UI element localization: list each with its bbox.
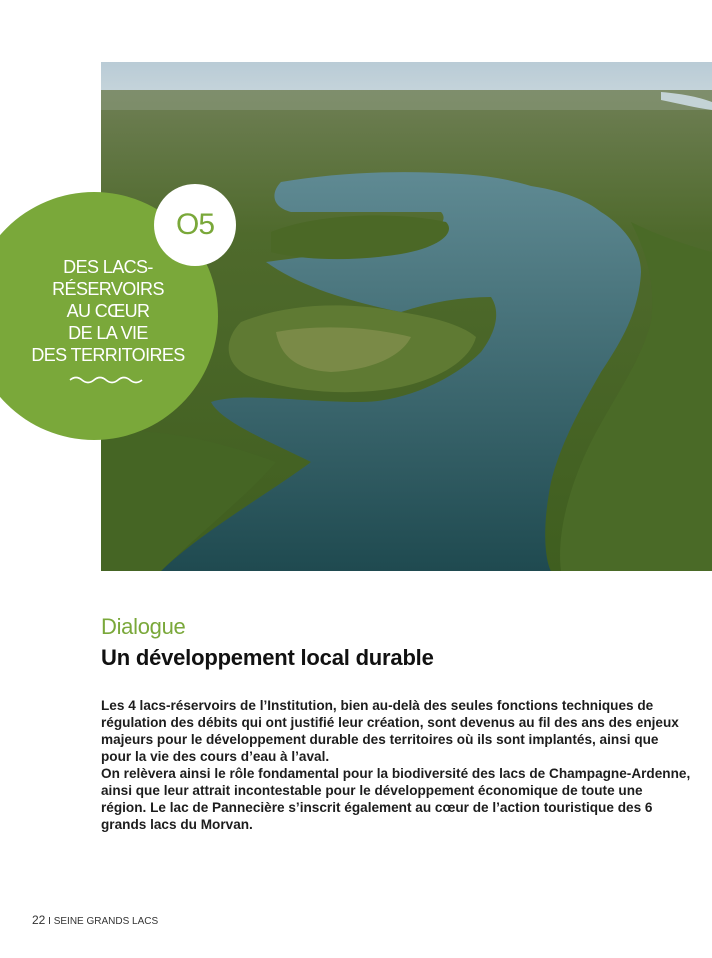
- footer-separator: I: [48, 916, 51, 927]
- page-number: 22: [32, 913, 46, 927]
- chapter-number: O5: [175, 208, 215, 241]
- page-footer: [32, 913, 158, 927]
- chapter-title-line: DES LACS-: [63, 257, 153, 277]
- publication-name: SEINE GRANDS LACS: [53, 916, 159, 927]
- wave-ornament-icon: [68, 374, 148, 386]
- article-body: [101, 697, 691, 833]
- chapter-number-badge: [154, 184, 236, 266]
- article-paragraph: On relèvera ainsi le rôle fondamental pour la biodiversité des lacs de Champagne-Ardenne, ainsi que leur attrait incontestable pour le développement économique de toute une région. Le lac de Pannecière s’inscrit également au cœur de l’action touristique des 6 grands lacs du Morvan.: [101, 766, 691, 832]
- article-paragraph: Les 4 lacs-réservoirs de l’Institution, bien au-delà des seules fonctions techniques de régulation des débits qui ont justifié leur création, sont devenus au fil des ans des enjeux majeurs pour le développement durable des territoires où ils sont implantés, ainsi que pour la vie des cours d’eau à l’aval.: [101, 698, 679, 764]
- chapter-title-line: DES TERRITOIRES: [31, 345, 185, 365]
- article-headline: Un développement local durable: [101, 645, 434, 670]
- chapter-title-line: RÉSERVOIRS: [52, 279, 164, 299]
- chapter-title-line: AU CŒUR: [66, 301, 150, 321]
- section-label: Dialogue: [101, 614, 186, 639]
- chapter-title-line: DE LA VIE: [68, 323, 148, 343]
- chapter-title: [18, 256, 198, 366]
